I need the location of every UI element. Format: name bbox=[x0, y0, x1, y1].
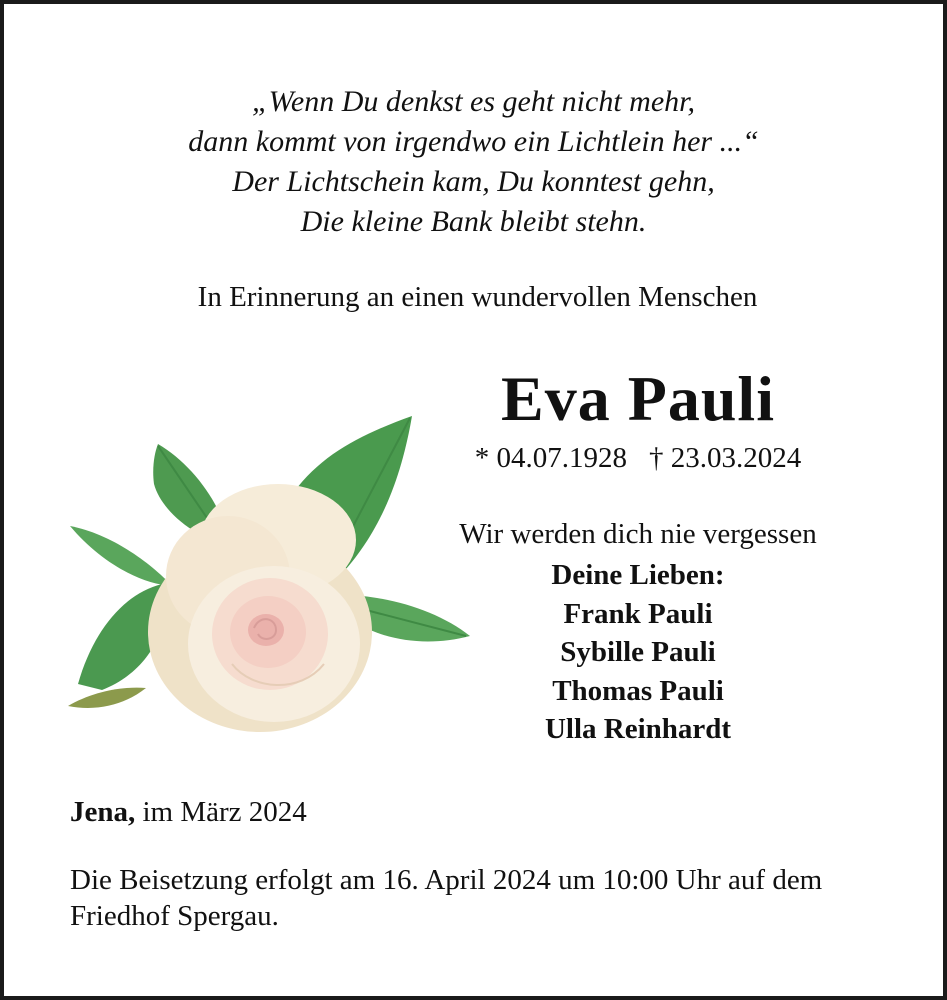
burial-notice: Die Beisetzung erfolgt am 16. April 2024 um 10:00 Uhr auf dem Friedhof Spergau. bbox=[70, 864, 823, 932]
rose-image bbox=[62, 414, 474, 744]
place-city: Jena, bbox=[70, 796, 136, 828]
place-date bbox=[70, 794, 307, 830]
farewell-text: Wir werden dich nie vergessen bbox=[459, 518, 817, 550]
place-month: im März 2024 bbox=[142, 796, 307, 828]
family-member: Ulla Reinhardt bbox=[544, 713, 732, 745]
family-member: Sybille Pauli bbox=[560, 636, 716, 668]
memory-line: In Erinnerung an einen wundervollen Menschen bbox=[197, 281, 758, 313]
leaf-left-long bbox=[70, 526, 172, 586]
death-date: 23.03.2024 bbox=[670, 442, 802, 474]
life-dates bbox=[424, 440, 852, 476]
poem-line: dann kommt von irgendwo ein Lichtlein her ...“ bbox=[188, 125, 759, 158]
cross-icon: † bbox=[649, 442, 664, 474]
family-heading: Deine Lieben: bbox=[551, 559, 725, 591]
poem-line: Der Lichtschein kam, Du konntest gehn, bbox=[232, 165, 715, 198]
leaf-bottom-tip bbox=[68, 688, 146, 708]
deceased-name: Eva Pauli bbox=[501, 363, 775, 434]
family-list bbox=[424, 556, 852, 749]
family-member: Frank Pauli bbox=[563, 597, 713, 630]
poem-line: Die kleine Bank bleibt stehn. bbox=[300, 205, 647, 238]
poem-line: „Wenn Du denkst es geht nicht mehr, bbox=[252, 85, 695, 118]
family-member: Thomas Pauli bbox=[552, 674, 724, 707]
birth-date: * 04.07.1928 bbox=[474, 442, 627, 474]
poem bbox=[4, 82, 943, 242]
